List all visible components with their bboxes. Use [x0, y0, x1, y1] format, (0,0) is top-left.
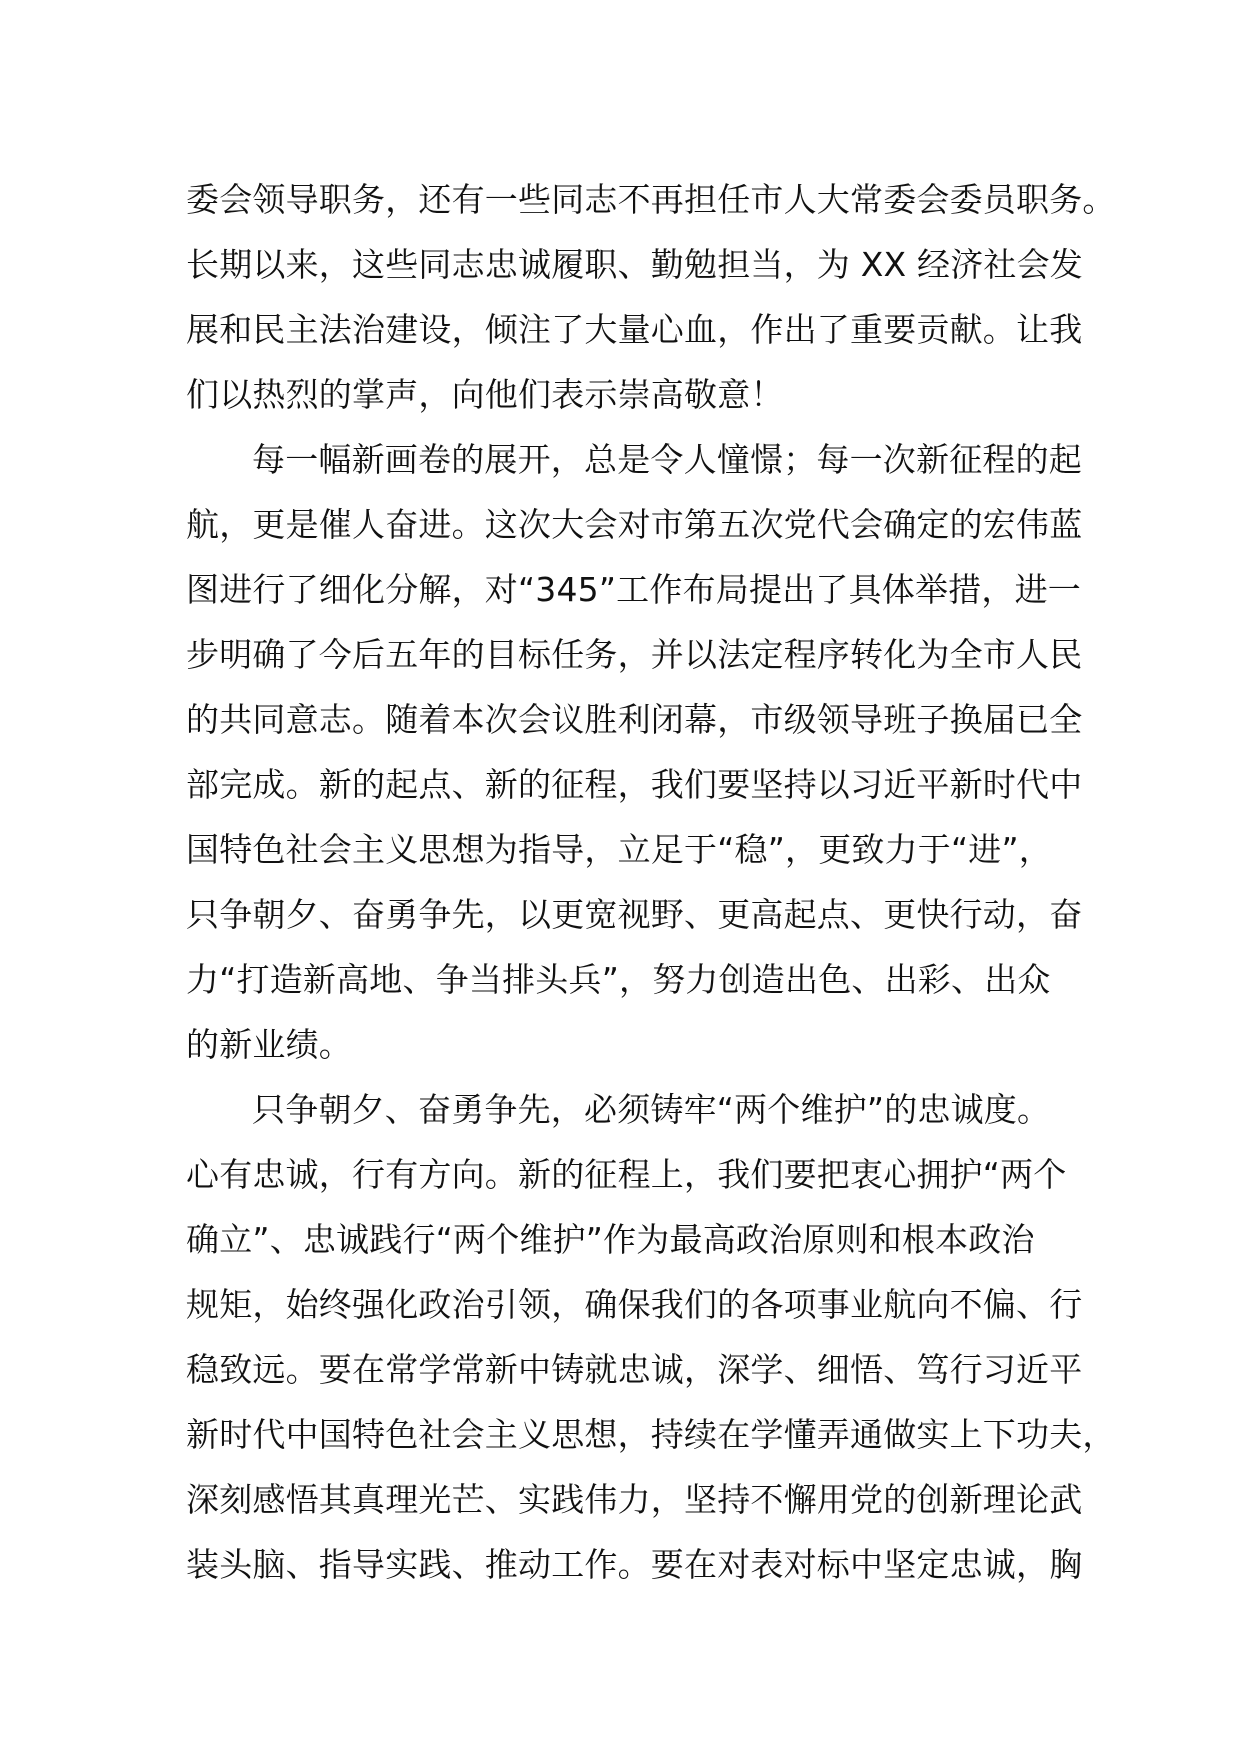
text-line: 步明确了今后五年的目标任务，并以法定程序转化为全市人民 [186, 635, 1083, 674]
text-line: 的新业绩。 [186, 1025, 352, 1064]
text-line: 们以热烈的掌声，向他们表示崇高敬意！ [186, 375, 784, 414]
text-line: 新时代中国特色社会主义思想，持续在学懂弄通做实上下功夫， [186, 1415, 1116, 1454]
text-line: 装头脑、指导实践、推动工作。要在对表对标中坚定忠诚，胸 [186, 1545, 1083, 1584]
document-body [186, 167, 1116, 1597]
text-line: 部完成。新的起点、新的征程，我们要坚持以习近平新时代中 [186, 765, 1083, 804]
text-line: 规矩，始终强化政治引领，确保我们的各项事业航向不偏、行 [186, 1285, 1083, 1324]
text-line: 心有忠诚，行有方向。新的征程上，我们要把衷心拥护“两个 [186, 1155, 1067, 1194]
text-line: 稳致远。要在常学常新中铸就忠诚，深学、细悟、笃行习近平 [186, 1350, 1083, 1389]
text-line: 确立”、忠诚践行“两个维护”作为最高政治原则和根本政治 [186, 1220, 1035, 1259]
text-line: 深刻感悟其真理光芒、实践伟力，坚持不懈用党的创新理论武 [186, 1480, 1083, 1519]
text-line: 图进行了细化分解，对“345”工作布局提出了具体举措，进一 [186, 570, 1081, 609]
paragraph-first-line: 只争朝夕、奋勇争先，必须铸牢“两个维护”的忠诚度。 [252, 1090, 1051, 1129]
text-line: 展和民主法治建设，倾注了大量心血，作出了重要贡献。让我 [186, 310, 1083, 349]
text-line: 力“打造新高地、争当排头兵”，努力创造出色、出彩、出众 [186, 960, 1051, 999]
text-line: 只争朝夕、奋勇争先，以更宽视野、更高起点、更快行动，奋 [186, 895, 1083, 934]
text-line: 的共同意志。随着本次会议胜利闭幕，市级领导班子换届已全 [186, 700, 1083, 739]
text-line: 长期以来，这些同志忠诚履职、勤勉担当，为 XX 经济社会发 [186, 245, 1083, 284]
text-line: 航，更是催人奋进。这次大会对市第五次党代会确定的宏伟蓝 [186, 505, 1083, 544]
text-line: 国特色社会主义思想为指导，立足于“稳”，更致力于“进”， [186, 830, 1052, 869]
paragraph-first-line: 每一幅新画卷的展开，总是令人憧憬；每一次新征程的起 [252, 440, 1082, 479]
text-line: 委会领导职务，还有一些同志不再担任市人大常委会委员职务。 [186, 180, 1116, 219]
